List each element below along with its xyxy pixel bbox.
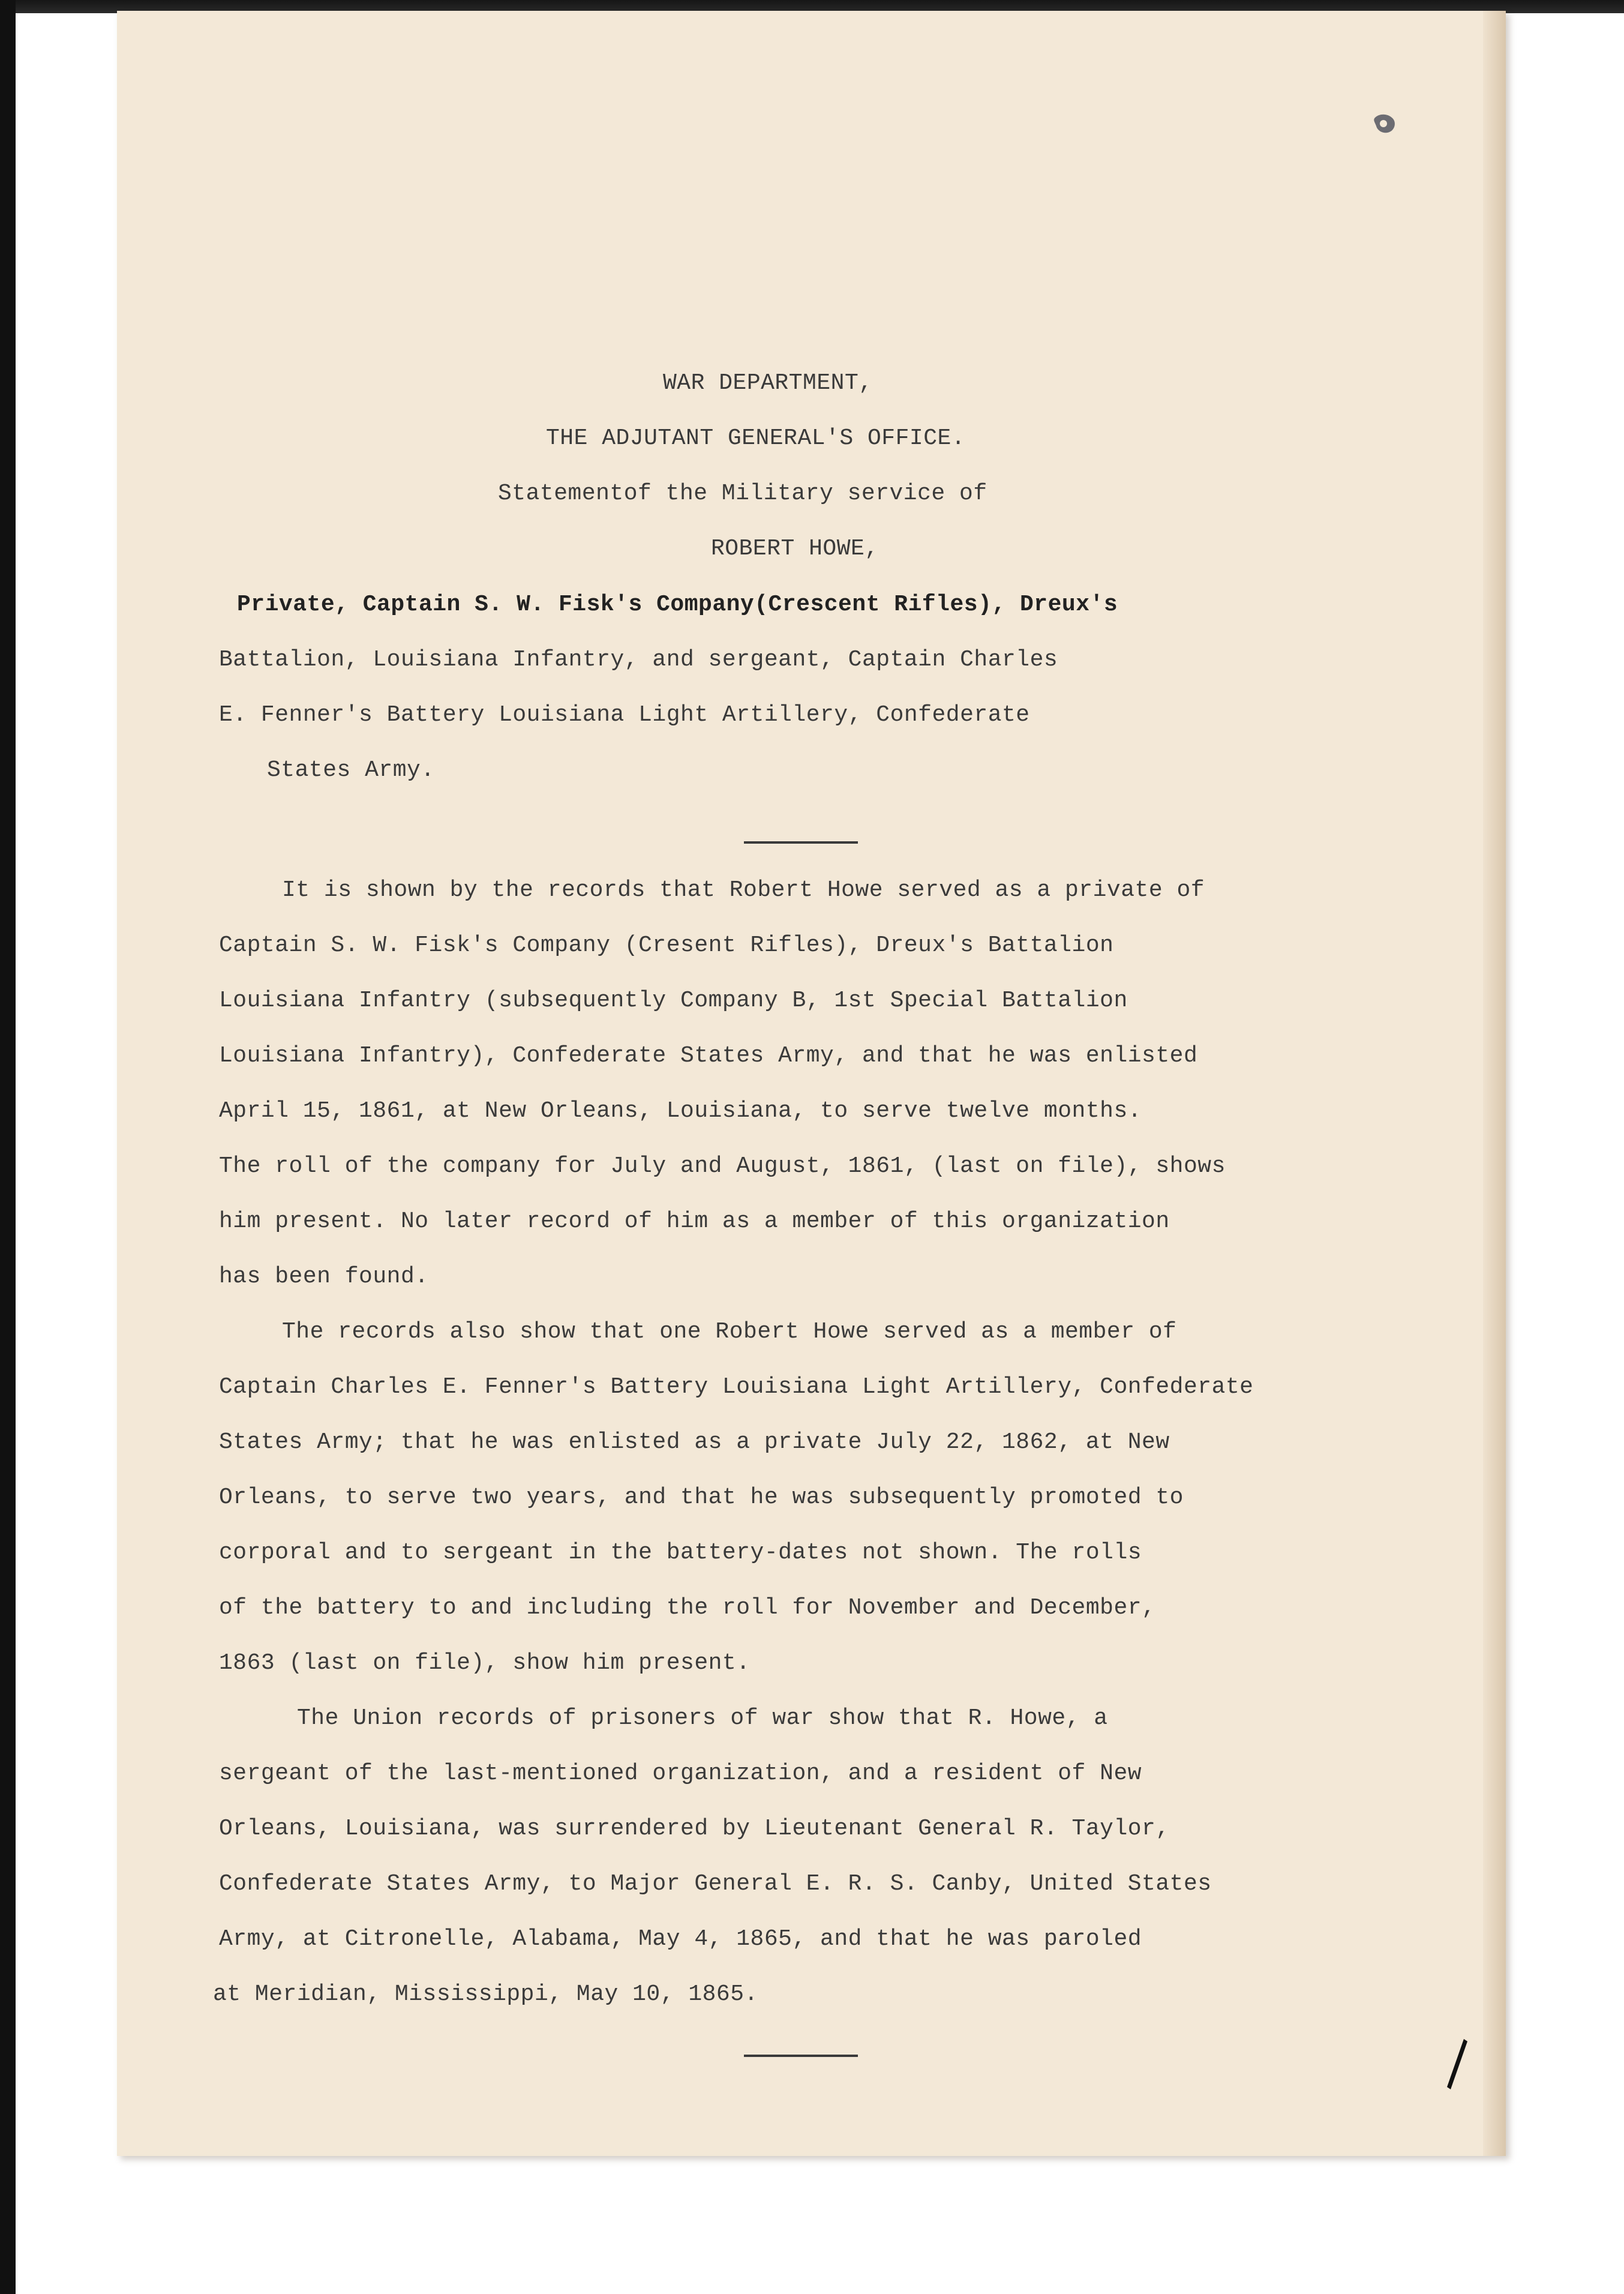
section-divider [744,841,858,844]
page-fold-edge [1483,11,1506,2156]
paragraph-line: corporal and to sergeant in the battery-dates not shown. The rolls [219,1540,1142,1566]
paragraph-line: Captain S. W. Fisk's Company (Cresent Rifles), Dreux's Battalion [219,932,1114,958]
paragraph-line: Army, at Citronelle, Alabama, May 4, 1865, and that he was paroled [219,1926,1142,1952]
paragraph-line: of the battery to and including the roll for November and December, [219,1595,1156,1621]
department-heading: WAR DEPARTMENT, [663,370,873,396]
paragraph-line: Louisiana Infantry), Confederate States Army, and that he was enlisted [219,1043,1198,1069]
subject-name: ROBERT HOWE, [711,536,879,562]
paragraph-line: has been found. [219,1264,429,1290]
paragraph-line: him present. No later record of him as a member of this organization [219,1209,1170,1234]
ink-blot-icon [1371,112,1399,136]
paragraph-line: The records also show that one Robert Howe served as a member of [282,1319,1177,1345]
paragraph-line: The roll of the company for July and August, 1861, (last on file), shows [219,1153,1226,1179]
description-line: E. Fenner's Battery Louisiana Light Artillery, Confederate [219,702,1030,728]
document-page [117,11,1506,2156]
paragraph-line: States Army; that he was enlisted as a private July 22, 1862, at New [219,1429,1170,1455]
description-line: States Army. [267,757,435,783]
paragraph-line: Captain Charles E. Fenner's Battery Louisiana Light Artillery, Confederate [219,1374,1254,1400]
scanner-left-edge [0,0,16,2294]
paragraph-line: Confederate States Army, to Major General E. R. S. Canby, United States [219,1871,1212,1897]
paragraph-line: It is shown by the records that Robert Howe served as a private of [282,877,1205,903]
statement-heading: Statementof the Military service of [498,481,987,506]
description-line: Battalion, Louisiana Infantry, and sergeant, Captain Charles [219,647,1058,673]
pencil-tick-icon [1440,2034,1470,2094]
paragraph-line: Orleans, Louisiana, was surrendered by Lieutenant General R. Taylor, [219,1816,1170,1842]
paragraph-line: sergeant of the last-mentioned organization, and a resident of New [219,1761,1142,1786]
paragraph-line: Orleans, to serve two years, and that he was subsequently promoted to [219,1485,1184,1510]
paragraph-line: 1863 (last on file), show him present. [219,1650,751,1676]
closing-divider [744,2055,858,2057]
paragraph-line: at Meridian, Mississippi, May 10, 1865. [213,1981,758,2007]
paragraph-line: April 15, 1861, at New Orleans, Louisiana, to serve twelve months. [219,1098,1142,1124]
office-heading: THE ADJUTANT GENERAL'S OFFICE. [546,425,966,451]
paragraph-line: The Union records of prisoners of war show that R. Howe, a [297,1705,1108,1731]
paragraph-line: Louisiana Infantry (subsequently Company B, 1st Special Battalion [219,988,1128,1013]
description-line: Private, Captain S. W. Fisk's Company(Crescent Rifles), Dreux's [237,592,1118,617]
